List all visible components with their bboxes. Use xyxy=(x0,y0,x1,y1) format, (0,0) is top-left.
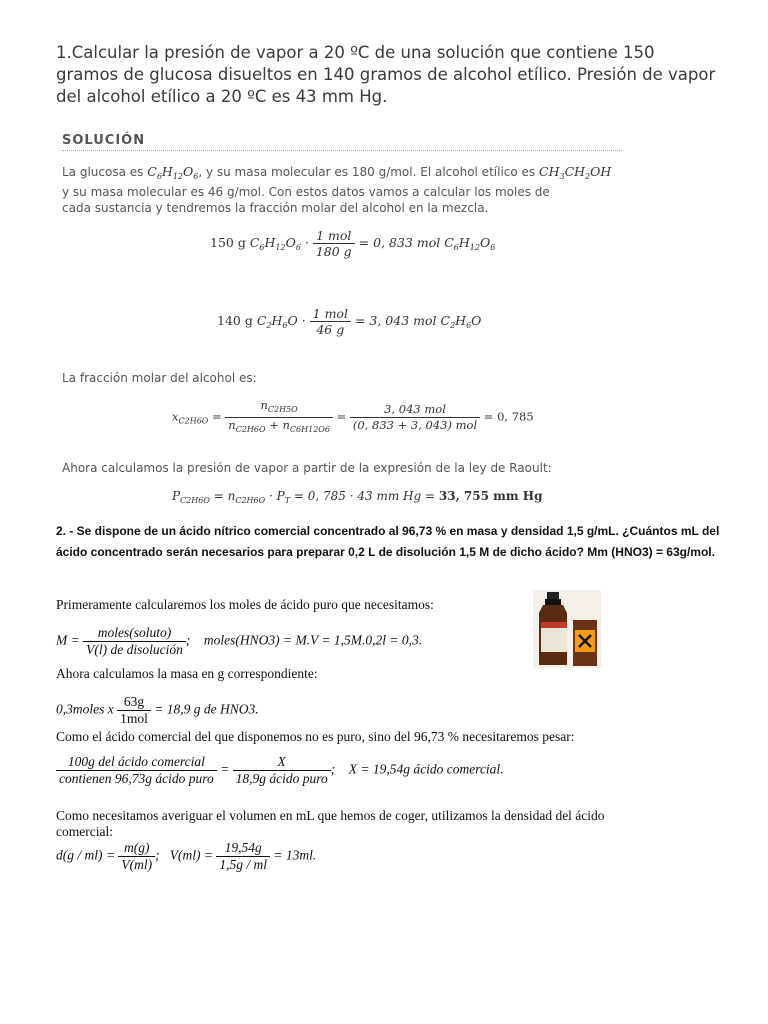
molar-fraction-text: La fracción molar del alcohol es: xyxy=(62,371,257,385)
purity-equation: $\frac{\text{100g del ácido comercial}}{\text{contienen 96,73g ácido puro}}$ = $\frac{X}{\text{18,9g ácido puro}}$ ; X = 19,54g ácido comercial. xyxy=(56,754,504,787)
step-4-text: Como necesitamos averiguar el volumen en mL que hemos de coger, utilizamos la densidad del ácido comercial: xyxy=(56,808,605,839)
problem-1-statement: 1.Calcular la presión de vapor a 20 ºC de una solución que contiene 150 gramos de glucosa disueltos en 140 gramos de alcohol etílico. Presión de vapor del alcohol etílico a 20 ºC es 43 mm Hg. xyxy=(56,43,716,106)
glucose-moles-equation: 150 g $C_6H_{12}O_6$ · $\frac{\text{1 mol}}{180 g}$ = 0, 833 mol $C_6H_{12}O_6$ xyxy=(210,228,496,259)
mass-equation: 0,3moles x $\frac{63g}{\text{1mol}}$ = 18,9 g de HNO3. xyxy=(56,694,259,726)
step-3-text: Como el ácido comercial del que disponemos no es puro, sino del 96,73 % necesitaremos pesar: xyxy=(56,729,575,744)
solution-heading: SOLUCIÓN xyxy=(62,133,146,148)
glucose-formula: $C_6H_{12}O_6$ xyxy=(147,164,199,181)
molar-fraction-equation: $x_{C2H6O}$ = $\frac{n_{C2H5O}}{n_{C2H6O} + n_{C6H12O6}}$ = $\frac{\text{3, 043 mol}}{\text{(0, 833 + 3, 043) mol}}$ = 0, 785 xyxy=(172,398,534,434)
step-1-text: Primeramente calcularemos los moles de ácido puro que necesitamos: xyxy=(56,597,434,612)
ethanol-moles-equation: 140 g $C_2H_6O$ · $\frac{\text{1 mol}}{46 g}$ = 3, 043 mol $C_2H_6O$ xyxy=(217,306,482,337)
step-2-text: Ahora calculamos la masa en g correspondiente: xyxy=(56,666,318,681)
solution-divider xyxy=(62,150,622,151)
problem-2-statement: 2. - Se dispone de un ácido nítrico comercial concentrado al 96,73 % en masa y densidad 1,5 g/mL. ¿Cuántos mL del ácido concentrado serán necesarios para preparar 0,2 L de disolución 1,5 M de dicho ácido? Mm (HNO3) = 63g/mol. xyxy=(56,524,720,559)
ethanol-formula: $CH_3CH_2OH$ xyxy=(539,164,612,181)
vapor-pressure-equation: $P_{C2H6O} = n_{C2H6O} \cdot P_T = 0$, 785 · 43 mm Hg = 33, 755 mm Hg xyxy=(172,489,543,505)
acid-bottle-image xyxy=(533,590,601,668)
solution-intro-line-2: y su masa molecular es 46 g/mol. Con estos datos vamos a calcular los moles de cada sustancia y tendremos la fracción molar del alcohol en la mezcla. xyxy=(62,185,550,215)
nitric-acid-bottle-icon xyxy=(533,590,601,668)
raoult-text: Ahora calculamos la presión de vapor a partir de la expresión de la ley de Raoult: xyxy=(62,461,552,475)
solution-intro-line-1: La glucosa es $C_6H_{12}O_6$, y su masa molecular es 180 g/mol. El alcohol etílico es $CH_3CH_2OH$ xyxy=(62,164,612,181)
volume-equation: d(g / ml) = $\frac{m(g)}{V(ml)}$ ; V(ml) = $\frac{19,54g}{1,5g / ml}$ = 13ml. xyxy=(56,840,317,872)
molarity-equation: M = $\frac{\text{moles(soluto)}}{\text{V(l) de disolución}}$ ; moles(HNO3) = M.V = 1,5M.0,2l = 0,3. xyxy=(56,625,423,657)
